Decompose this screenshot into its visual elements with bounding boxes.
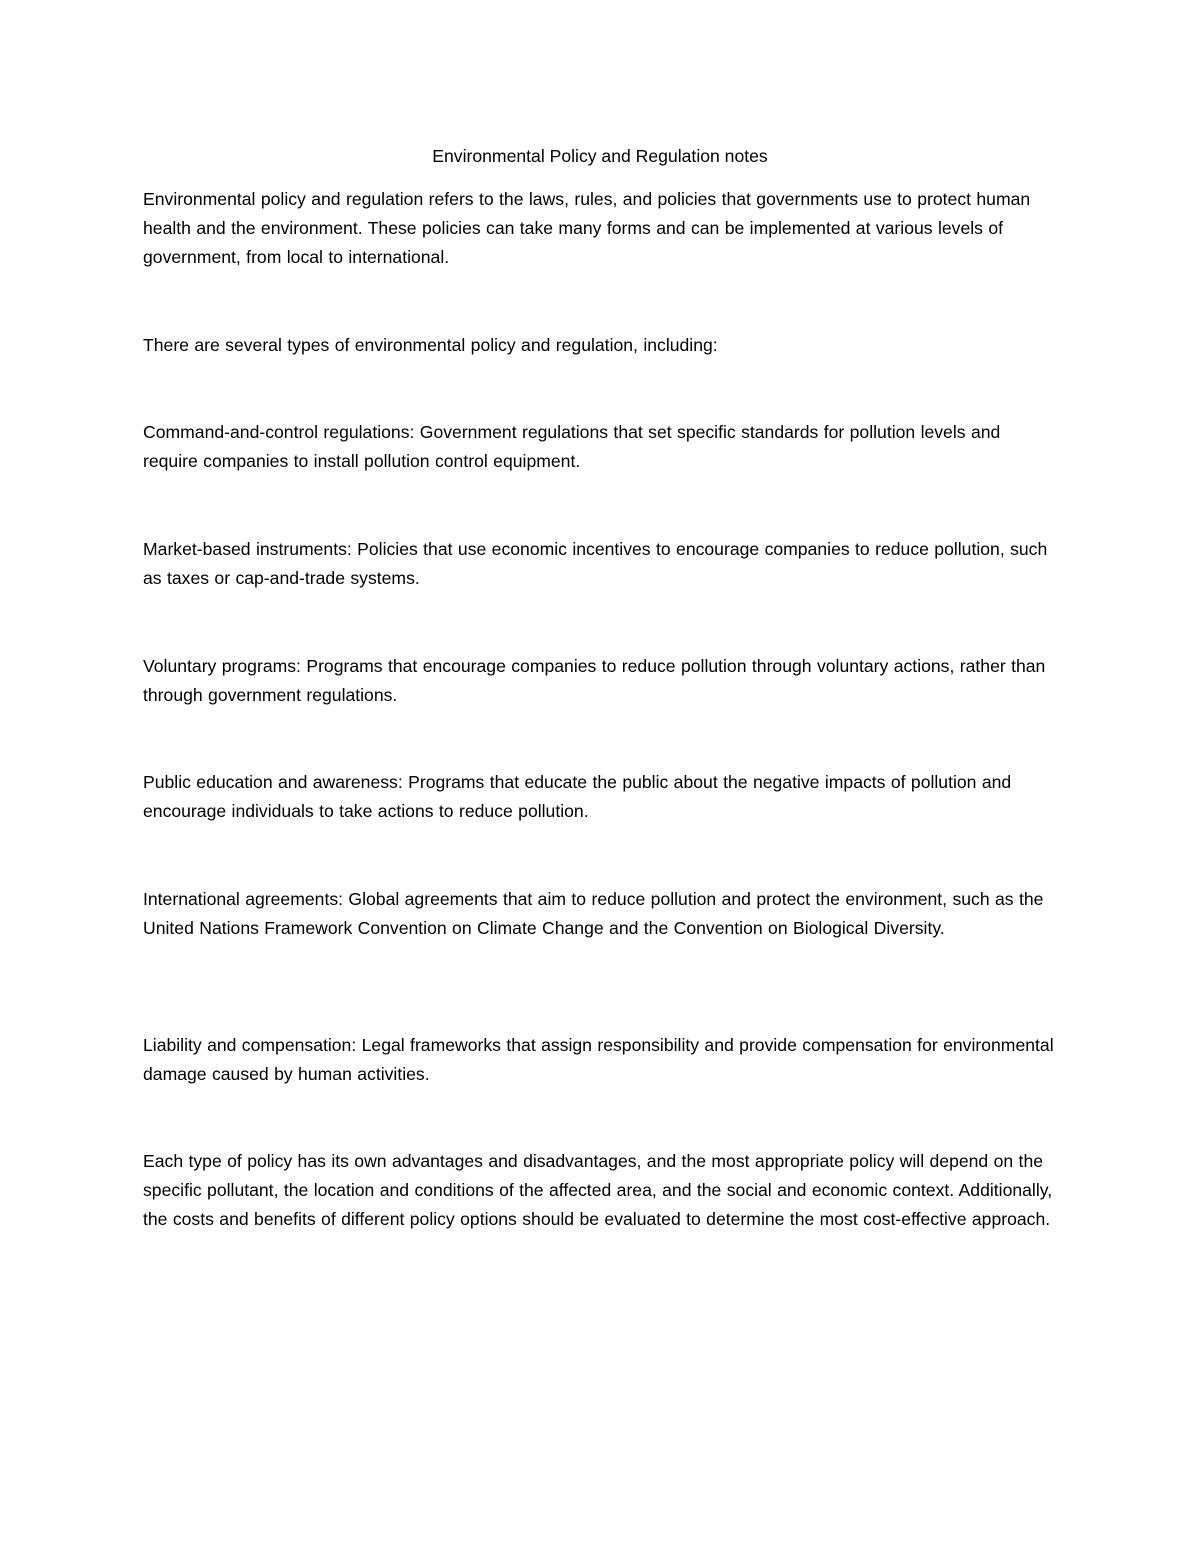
paragraph-types-intro: There are several types of environmental policy and regulation, including: [143,335,718,355]
paragraph-international-agreements: International agreements: Global agreements that aim to reduce pollution and protect the environment, such as the United Nations Framework Convention on Climate Change and the Convention on Biological Diversity. [143,889,1044,938]
paragraph-introduction: Environmental policy and regulation refers to the laws, rules, and policies that governments use to protect human health and the environment. These policies can take many forms and can be implemented at various levels of government, from local to international. [143,189,1031,267]
paragraph-market-based: Market-based instruments: Policies that use economic incentives to encourage companies to reduce pollution, such as taxes or cap-and-trade systems. [143,539,1048,588]
paragraph-conclusion: Each type of policy has its own advantages and disadvantages, and the most appropriate policy will depend on the specific pollutant, the location and conditions of the affected area, and the social and economic context. Additionally, the costs and benefits of different policy options should be evaluated to determine the most cost-effective approach. [143,1151,1053,1229]
document-title: Environmental Policy and Regulation notes [432,146,768,166]
paragraph-public-education: Public education and awareness: Programs that educate the public about the negative impacts of pollution and encourage individuals to take actions to reduce pollution. [143,772,1012,821]
paragraph-voluntary-programs: Voluntary programs: Programs that encourage companies to reduce pollution through voluntary actions, rather than through government regulations. [143,656,1046,705]
paragraph-liability: Liability and compensation: Legal frameworks that assign responsibility and provide compensation for environmental damage caused by human activities. [143,1035,1054,1084]
paragraph-command-and-control: Command-and-control regulations: Government regulations that set specific standards for pollution levels and require companies to install pollution control equipment. [143,422,1001,471]
